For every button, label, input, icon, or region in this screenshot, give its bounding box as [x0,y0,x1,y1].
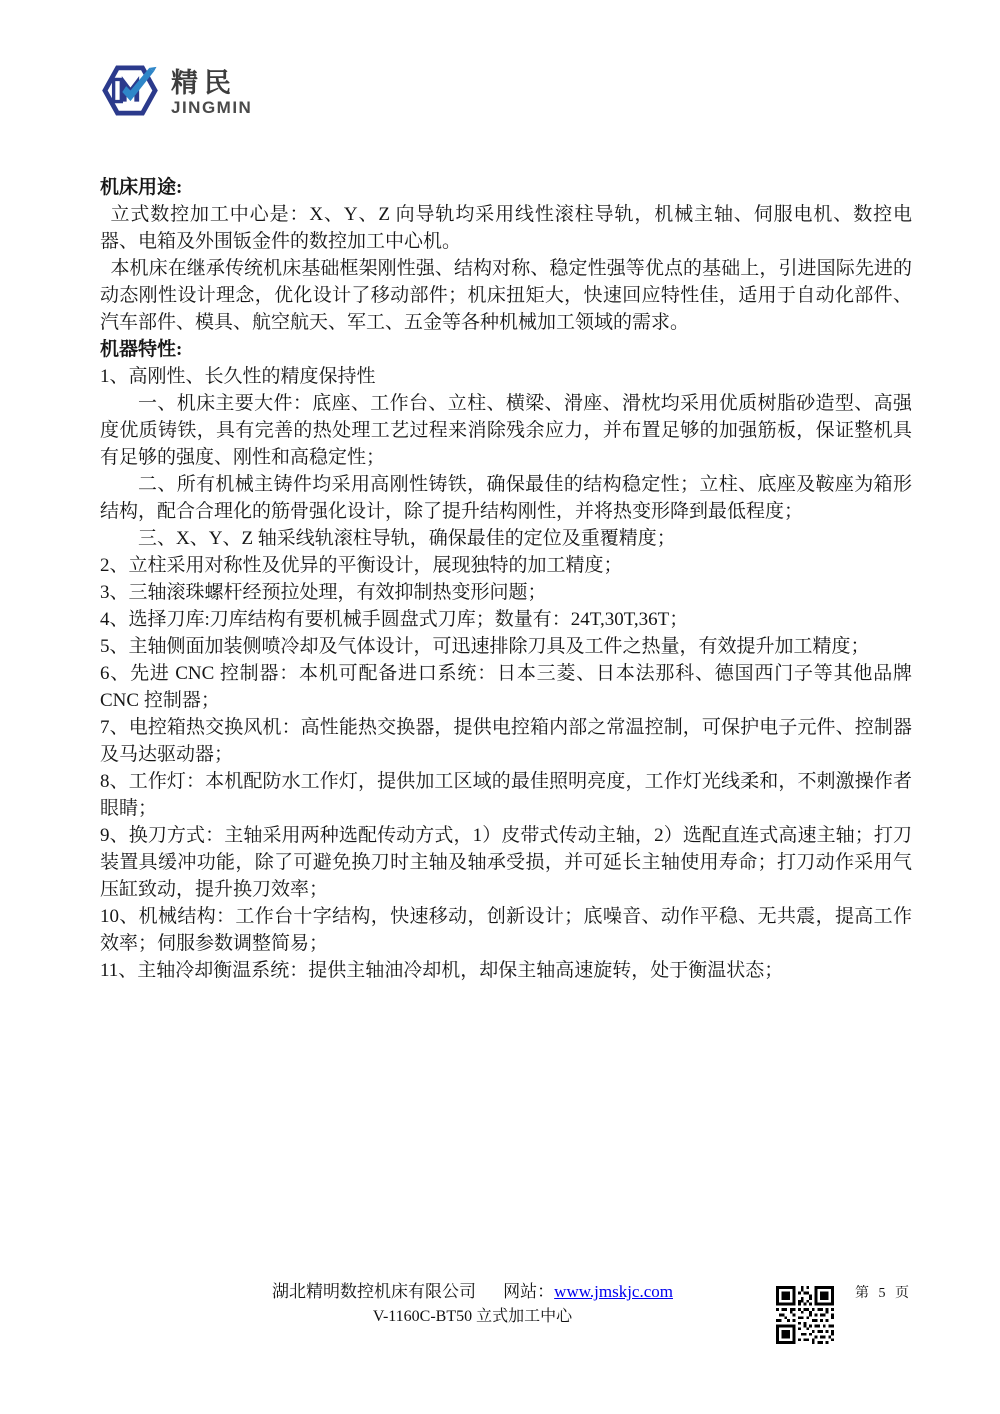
feature-item-8: 8、工作灯：本机配防水工作灯，提供加工区域的最佳照明亮度，工作灯光线柔和，不刺激操作者眼睛； [100,771,912,819]
feature-subitem-1c: 三、X、Y、Z 轴采线轨滚柱导轨，确保最佳的定位及重覆精度； [138,528,676,549]
feature-subitem-1a: 一、机床主要大件：底座、工作台、立柱、横梁、滑座、滑枕均采用优质树脂砂造型、高强度优质铸铁，具有完善的热处理工艺过程来消除残余应力，并布置足够的加强筋板，保证整机具有足够的强度、刚性和高稳定性； [100,393,912,468]
page-footer [150,1279,795,1328]
feature-subitem-1b: 二、所有机械主铸件均采用高刚性铸铁，确保最佳的结构稳定性；立柱、底座及鞍座为箱形结构，配合合理化的筋骨强化设计，除了提升结构刚性，并将热变形降到最低程度； [100,474,912,522]
feature-item-7: 7、电控箱热交换风机：高性能热交换器，提供电控箱内部之常温控制，可保护电子元件、控制器及马达驱动器； [100,717,912,765]
feature-item-2: 2、立柱采用对称性及优异的平衡设计，展现独特的加工精度； [100,555,623,576]
feature-item-9: 9、换刀方式：主轴采用两种选配传动方式，1）皮带式传动主轴，2）选配直连式高速主轴；打刀装置具缓冲功能，除了可避免换刀时主轴及轴承受损，并可延长主轴使用寿命；打刀动作采用气压缸致动，提升换刀效率； [100,825,912,900]
qr-code-icon [776,1286,834,1344]
hexagon-m-check-logo-icon [102,64,158,122]
footer-company-line [150,1279,795,1304]
website-label: 网站： [503,1282,555,1301]
feature-item-3: 3、三轴滚珠螺杆经预拉处理，有效抑制热变形问题； [100,582,547,603]
company-logo [102,64,252,122]
section-heading-machine-usage: 机床用途: [100,177,183,198]
paragraph-usage-1: 立式数控加工中心是：X、Y、Z 向导轨均采用线性滚柱导轨，机械主轴、伺服电机、数控电器、电箱及外围钣金件的数控加工中心机。 [100,204,912,252]
website-link[interactable]: www.jmskjc.com [554,1282,673,1301]
feature-item-6: 6、先进 CNC 控制器：本机可配备进口系统：日本三菱、日本法那科、德国西门子等其他品牌 CNC 控制器； [100,663,912,711]
brand-name-english: JINGMIN [171,98,253,117]
document-body [100,174,912,984]
feature-item-10: 10、机械结构：工作台十字结构，快速移动，创新设计；底噪音、动作平稳、无共震，提高工作效率；伺服参数调整简易； [100,906,912,954]
logo-wordmark [171,70,252,118]
company-name: 湖北精明数控机床有限公司 [271,1282,476,1301]
feature-item-1: 1、高刚性、长久性的精度保持性 [100,366,376,387]
feature-item-11: 11、主轴冷却衡温系统：提供主轴油冷却机，却保主轴高速旋转，处于衡温状态； [100,960,784,981]
section-heading-machine-features: 机器特性: [100,339,183,360]
page-number: 第 5 页 [855,1286,912,1301]
paragraph-usage-2: 本机床在继承传统机床基础框架刚性强、结构对称、稳定性强等优点的基础上，引进国际先进的动态刚性设计理念，优化设计了移动部件；机床扭矩大，快速回应特性佳，适用于自动化部件、汽车部件、模具、航空航天、军工、五金等各种机械加工领域的需求。 [100,258,912,333]
brand-name-chinese: 精民 [171,68,237,98]
feature-item-5: 5、主轴侧面加装侧喷冷却及气体设计，可迅速排除刀具及工件之热量，有效提升加工精度； [100,636,870,657]
model-name: V-1160C-BT50 立式加工中心 [372,1308,573,1325]
feature-item-4: 4、选择刀库:刀库结构有要机械手圆盘式刀库；数量有：24T,30T,36T； [100,609,689,630]
